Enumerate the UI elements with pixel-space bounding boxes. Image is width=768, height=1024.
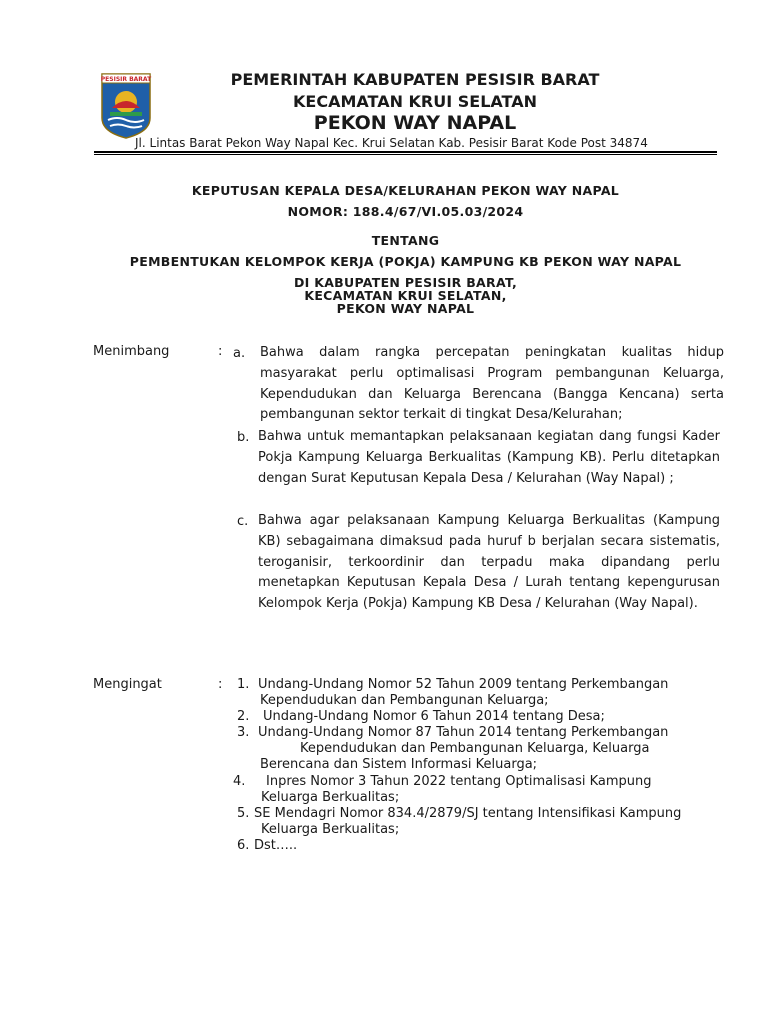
mengingat-mark-5: 5. [237, 806, 250, 821]
location-line-3: PEKON WAY NAPAL [336, 301, 475, 316]
mengingat-item-4-line-1: Inpres Nomor 3 Tahun 2022 tentang Optimalisasi Kampung [266, 774, 652, 789]
location-line-1: DI KABUPATEN PESISIR BARAT, [293, 275, 518, 290]
mengingat-item-2-line-1: Undang-Undang Nomor 6 Tahun 2014 tentang Desa; [263, 709, 605, 724]
menimbang-item-a: Bahwa dalam rangka percepatan peningkatan kualitas hidup masyarakat perlu optimalisasi Program pembangunan Keluarga, Kependudukan dan Keluarga Berencana (Bangga Kencana) serta pembangunan sektor terkait di tingkat Desa/Kelurahan; [260, 345, 724, 423]
decree-title: KEPUTUSAN KEPALA DESA/KELURAHAN PEKON WAY NAPAL [191, 183, 620, 198]
mengingat-item-3-line-2: Kependudukan dan Pembangunan Keluarga, Keluarga [300, 741, 650, 756]
location-line-2: KECAMATAN KRUI SELATAN, [304, 288, 507, 303]
menimbang-mark-b: b. [237, 430, 250, 445]
mengingat-label: Mengingat [93, 677, 162, 692]
mengingat-mark-6: 6. [237, 838, 250, 853]
mengingat-mark-3: 3. [237, 725, 250, 740]
mengingat-item-6-line-1: Dst….. [254, 838, 298, 853]
mengingat-item-5-line-1: SE Mendagri Nomor 834.4/2879/SJ tentang Intensifikasi Kampung [254, 806, 682, 821]
government-header: PEMERINTAH KABUPATEN PESISIR BARAT [230, 70, 600, 89]
logo-text: PESISIR BARAT [100, 76, 152, 83]
menimbang-label: Menimbang [93, 344, 170, 359]
mengingat-item-3-line-3: Berencana dan Sistem Informasi Keluarga; [260, 757, 538, 772]
mengingat-item-1-line-1: Undang-Undang Nomor 52 Tahun 2009 tentang Perkembangan [258, 677, 669, 692]
decree-location [94, 276, 717, 315]
menimbang-item-c: Bahwa agar pelaksanaan Kampung Keluarga Berkualitas (Kampung KB) sebagaimana dimaksud pada huruf b berjalan secara sistematis, teroganisir, terkoordinir dan terpadu maka dipandang perlu menetapkan Keputusan Kepala Desa / Lurah tentang kepengurusan Kelompok Kerja (Pokja) Kampung KB Desa / Kelurahan (Way Napal). [258, 513, 720, 612]
header-divider-thin [94, 154, 717, 155]
header-divider [94, 151, 717, 153]
mengingat-item-1 [258, 677, 668, 709]
mengingat-item-3-line-1: Undang-Undang Nomor 87 Tahun 2014 tentang Perkembangan [258, 725, 669, 740]
menimbang-mark-c: c. [237, 514, 249, 529]
mengingat-colon: : [218, 677, 223, 692]
mengingat-item-5 [254, 806, 681, 838]
decree-number: NOMOR: 188.4/67/VI.05.03/2024 [287, 204, 524, 219]
address-line: Jl. Lintas Barat Pekon Way Napal Kec. Krui Selatan Kab. Pesisir Barat Kode Post 34874 [135, 136, 648, 150]
mengingat-item-4-line-2: Keluarga Berkualitas; [261, 790, 400, 805]
mengingat-item-3 [258, 725, 668, 773]
mengingat-mark-1: 1. [237, 677, 250, 692]
menimbang-item-b: Bahwa untuk memantapkan pelaksanaan kegiatan dang fungsi Kader Pokja Kampung Keluarga Berkualitas (Kampung KB). Perlu ditetapkan dengan Surat Keputusan Kepala Desa / Kelurahan (Way Napal) ; [258, 429, 720, 486]
menimbang-colon: : [218, 344, 223, 359]
mengingat-mark-2: 2. [237, 709, 250, 724]
mengingat-item-4 [261, 774, 652, 806]
mengingat-mark-4: 4. [233, 774, 246, 789]
mengingat-item-5-line-2: Keluarga Berkualitas; [261, 822, 400, 837]
district-header: KECAMATAN KRUI SELATAN [293, 92, 537, 111]
village-header: PEKON WAY NAPAL [313, 112, 517, 134]
mengingat-item-2 [263, 709, 605, 725]
decree-about: TENTANG [371, 233, 440, 248]
regency-logo [100, 72, 152, 140]
decree-subject: PEMBENTUKAN KELOMPOK KERJA (POKJA) KAMPUNG KB PEKON WAY NAPAL [129, 254, 682, 269]
menimbang-mark-a: a. [233, 346, 246, 361]
mengingat-item-1-line-2: Kependudukan dan Pembangunan Keluarga; [260, 693, 549, 708]
mengingat-item-6 [254, 838, 297, 854]
